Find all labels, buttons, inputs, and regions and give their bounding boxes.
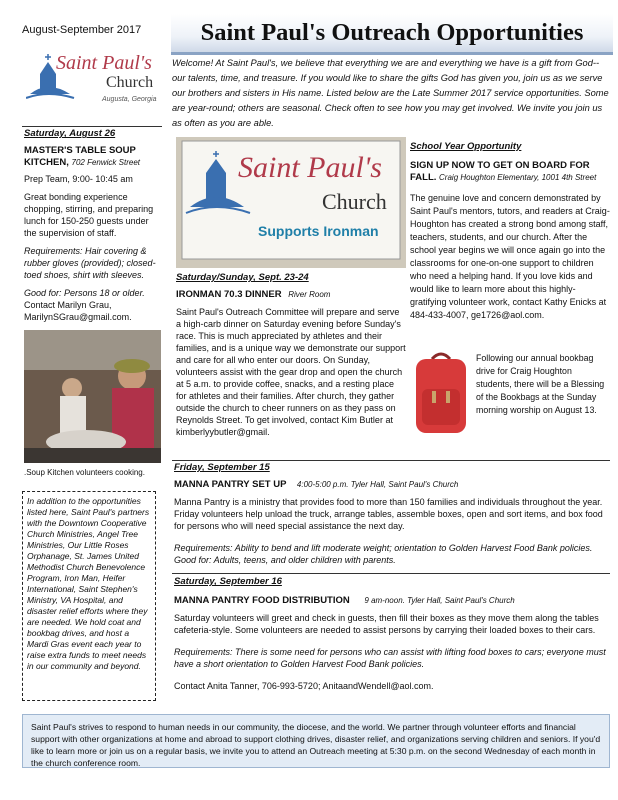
manna-dist-date: Saturday, September 16: [174, 576, 282, 587]
issue-date: August-September 2017: [22, 24, 142, 36]
masters-table-section: [24, 128, 160, 323]
manna-dist-section: [174, 576, 608, 692]
footer-box: [22, 714, 610, 768]
masters-table-contact: Contact Marilyn Grau,: [24, 300, 112, 310]
kitchen-photo-caption: .Soup Kitchen volunteers cooking.: [24, 468, 145, 477]
partners-box: [22, 491, 156, 701]
logo-location: Augusta, Georgia: [102, 96, 157, 103]
ironman-date: Saturday/Sunday, Sept. 23-24: [176, 272, 309, 283]
ironman-description: Saint Paul's Outreach Committee will prepare and serve a high-carb dinner on Saturday evening before Sunday's race. This is much appreciated by athletes and their families, and is a unique way we demonstrate our support and care for all who enter our doors. On Sunday, volunteers assist with the gear drop and open the church at 5 a.m. to provide coffee, snacks, and a resting place for athletes and their families. After church, they gather outside the church to cheer runners on as they pass on Reynolds Street. To get involved, contact Kim Butler at kimberlyybutler@gmail.: [176, 307, 406, 437]
bookbag-image: [410, 349, 472, 435]
page-title: Saint Paul's Outreach Opportunities: [200, 19, 584, 46]
school-title-text: SIGN UP NOW TO GET ON BOARD FOR FALL.: [410, 160, 590, 183]
masters-table-title-text: MASTER'S TABLE SOUP KITCHEN,: [24, 145, 136, 168]
masters-table-address: 702 Fenwick Street: [71, 158, 140, 167]
volunteers-cooking-image: [24, 330, 161, 463]
divider: [22, 126, 162, 127]
masters-table-title: [24, 145, 160, 169]
masters-table-good-for: Good for: Persons 18 or older.: [24, 288, 145, 298]
soup-kitchen-photo: [24, 330, 161, 463]
logo-name-line2: Church: [106, 74, 154, 91]
bookbag-note: Following our annual bookbag drive for Craig Houghton students, there will be a Blessing of the Bookbags at the Sunday morning worship on August 13.: [476, 353, 605, 415]
ironman-banner-photo: [176, 137, 406, 268]
manna-setup-title-text: MANNA PANTRY SET UP: [174, 479, 287, 490]
logo-name-line1: Saint Paul's: [56, 52, 152, 74]
school-date: School Year Opportunity: [410, 141, 522, 152]
divider: [172, 573, 610, 574]
manna-setup-section: [174, 462, 608, 566]
masters-table-requirements: Requirements: Hair covering & rubber gloves (provided); closed-toed shoes, shirt with sleeves.: [24, 246, 156, 280]
ironman-section: [176, 272, 406, 438]
divider: [172, 460, 610, 461]
manna-setup-description: Manna Pantry is a ministry that provides food to more than 150 families and individuals throughout the year. Friday volunteers help unload the truck, arrange tables, assemble boxes, open and sort items, and box food for persons who will need special assistance the next day.: [174, 497, 603, 531]
manna-dist-title-text: MANNA PANTRY FOOD DISTRIBUTION: [174, 595, 350, 606]
school-description: The genuine love and concern demonstrated by Saint Paul's mentors, tutors, and readers at Craig-Houghton has created a strong bond among staff, teachers, students, and our church. After the school year begins we will once again go into the classrooms for one-on-one support to children who need a helping hand. If you love kids and would like to learn more about this highly-gratifying volunteer work, contact Kathy Enicks at 484-433-4007, ge1726@aol.com.: [410, 193, 610, 320]
manna-setup-details: 4:00-5:00 p.m. Tyler Hall, Saint Paul's Church: [296, 480, 459, 489]
manna-setup-date: Friday, September 15: [174, 462, 270, 473]
school-title: [410, 160, 610, 184]
manna-dist-details: 9 am-noon. Tyler Hall, Saint Paul's Church: [364, 596, 515, 605]
manna-dist-contact: Contact Anita Tanner, 706-993-5720; AnitaandWendell@aol.com.: [174, 681, 434, 691]
masters-table-date: Saturday, August 26: [24, 128, 116, 139]
banner-line3: Supports Ironman: [258, 223, 379, 239]
banner-line2: Church: [322, 189, 387, 214]
footer-text: Saint Paul's strives to respond to human needs in our community, the diocese, and the world. We partner through volunteer efforts and financial support with other organizations at home and abroad to support clothing drives, disaster relief, and organizations serving children and seniors. If you'd like to learn more or join us on a regular basis, we invite you to attend an Outreach meeting at 5:30 p.m. on the second Wednesday of each month in the church conference room.: [31, 722, 601, 768]
title-bar: [171, 14, 613, 55]
manna-dist-requirements: Requirements: There is some need for persons who can assist with lifting food boxes to cars; everyone must have a short orientation to Golden Harvest Food Bank policies.: [174, 647, 606, 669]
banner-line1: Saint Paul's: [238, 151, 382, 184]
manna-dist-title: [174, 595, 608, 606]
intro-text: Welcome! At Saint Paul's, we believe that everything we are and everything we have is a gift from God--our talents, time, and treasure. If you would like to share the gifts God has given you, join us as we serve our brothers and sisters in His name. Listed below are the Late Summer 2017 service opportunities. Some are year-round; others are seasonal. Check often to see how you may get involved. We invite you join us as often as you are able.: [172, 58, 609, 128]
ironman-title: [176, 289, 406, 300]
manna-dist-description: Saturday volunteers will greet and check in guests, then fill their boxes as they move them along the tables cafeteria-style. Some volunteers are needed to assist persons by carrying their loaded boxes to their cars.: [174, 613, 599, 635]
manna-setup-requirements: Requirements: Ability to bend and lift moderate weight; orientation to Golden Harvest Food Bank policies. Good for: Adults, teens, and older children with parents.: [174, 543, 593, 565]
ironman-location: River Room: [288, 290, 331, 299]
ironman-title-text: IRONMAN 70.3 DINNER: [176, 289, 282, 300]
manna-setup-title: [174, 479, 608, 490]
masters-table-email: MarilynSGrau@gmail.com.: [24, 312, 132, 322]
partners-text: In addition to the opportunities listed here, Saint Paul's partners with the Downtown Cooperative Church Ministries, Angel Tree Ministries, Our Little Roses Orphanage, St. James United Methodist Church Benevolence Program, Iron Man, Heifer International, Saint Stephen's Ministry, VA Hospital, and disaster relief efforts where they are needed. We hold coat and bookbag drives, and host a Mardi Gras event each year to raise extra funds to meet needs in our community and beyond.: [27, 496, 150, 671]
masters-table-description: Great bonding experience chopping, stirring, and preparing lunch for 150-250 guests under the supervision of staff.: [24, 192, 154, 238]
backpack-icon: [410, 349, 472, 435]
school-location: Craig Houghton Elementary, 1001 4th Street: [439, 173, 597, 182]
masters-table-time: Prep Team, 9:00- 10:45 am: [24, 174, 133, 184]
school-section: [410, 141, 610, 322]
church-logo: [26, 50, 166, 112]
